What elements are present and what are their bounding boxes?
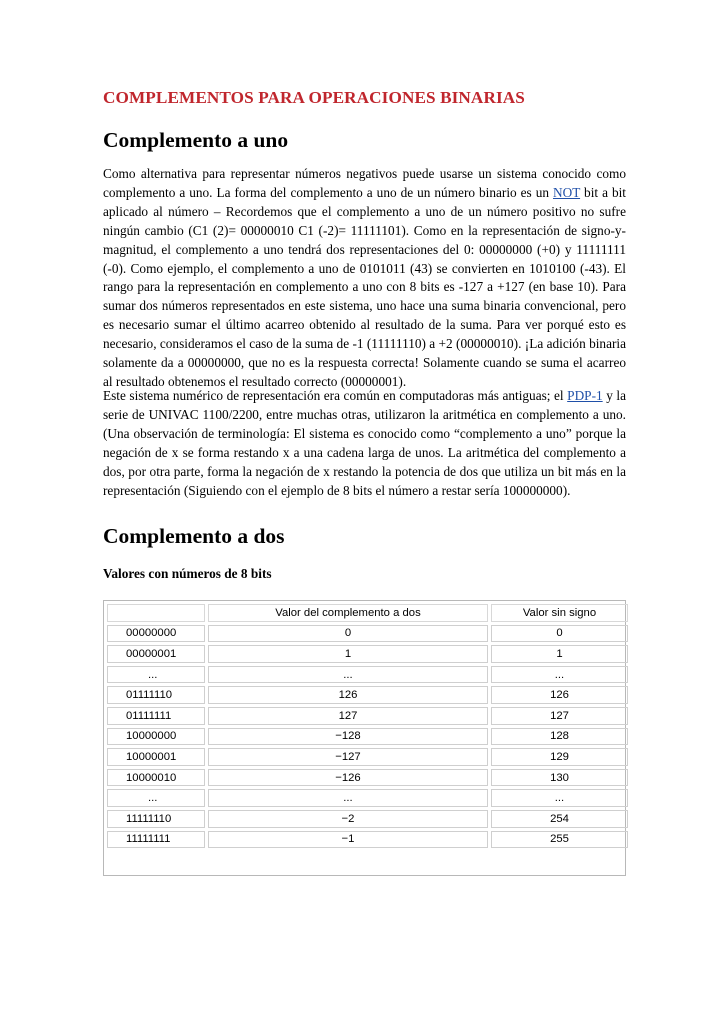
twos-complement-cell: ... [208,666,488,684]
unsigned-cell: 1 [491,645,628,663]
heading-complemento-a-uno: Complemento a uno [103,128,289,152]
binary-cell: 01111110 [107,686,205,704]
table-row [107,769,628,787]
binary-cell: 00000001 [107,645,205,663]
unsigned-cell: 255 [491,831,628,849]
link-pdp-1[interactable]: PDP-1 [567,388,603,403]
table-row [107,748,628,766]
unsigned-cell: 127 [491,707,628,725]
unsigned-cell: ... [491,666,628,684]
paragraph-historia [103,387,626,500]
table-row [107,666,628,684]
unsigned-cell: ... [491,789,628,807]
twos-complement-cell: 126 [208,686,488,704]
values-table-grid [104,601,631,851]
binary-cell: 10000000 [107,728,205,746]
table-row [107,789,628,807]
header-cell: Valor del complemento a dos [208,604,488,622]
twos-complement-cell: ... [208,789,488,807]
unsigned-cell: 128 [491,728,628,746]
twos-complement-cell: −2 [208,810,488,828]
table-row [107,810,628,828]
document-title: COMPLEMENTOS PARA OPERACIONES BINARIAS [103,88,525,107]
twos-complement-cell: −126 [208,769,488,787]
twos-complement-cell: −127 [208,748,488,766]
link-not[interactable]: NOT [552,184,581,200]
twos-complement-cell: −1 [208,831,488,849]
unsigned-cell: 126 [491,686,628,704]
binary-cell: 10000010 [107,769,205,787]
unsigned-cell: 254 [491,810,628,828]
twos-complement-cell: −128 [208,728,488,746]
paragraph-text: bit a bit aplicado al número – Recordemos que el complemento a uno de un número positivo no sufre ningún cambio (C1 (2)= 00000010 C1 (-2)= 11111101). Como en la representación de signo-y-magnitud, el complemento a uno tendrá dos representaciones del 0: 00000000 (+0) y 11111111 (-0). Como ejemplo, el complemento a uno de 0101011 (43) se convierten en 1010100 (-43). El rango para la representación en complemento a uno con 8 bits es -127 a +127 (en base 10). Para sumar dos números representados en este sistema, uno hace una suma binaria convencional, pero es necesario sumar el último acarreo obtenido al resultado de la suma. Para ver porqué esto es necesario, consideramos el caso de la suma de -1 (11111110) a +2 (00000010). ¡La adición binaria solamente da a 00000000, que no es la respuesta correcta! Solamente cuando se suma el acarreo al resultado obtenemos el resultado correcto (00000001). [103,184,626,389]
twos-complement-cell: 1 [208,645,488,663]
table-row [107,728,628,746]
binary-cell: ... [107,666,205,684]
table-row [107,645,628,663]
table-row [107,831,628,849]
header-cell: Valor sin signo [491,604,628,622]
heading-complemento-a-dos: Complemento a dos [103,524,285,548]
table-row [107,686,628,704]
binary-cell: 11111111 [107,831,205,849]
table-row [107,707,628,725]
binary-cell: 11111110 [107,810,205,828]
paragraph-text: Este sistema numérico de representación era común en computadoras más antiguas; el [103,388,568,403]
unsigned-cell: 0 [491,625,628,643]
binary-cell: ... [107,789,205,807]
table-row [107,625,628,643]
paragraph-text: Como alternativa para representar números negativos puede usarse un sistema conocido como complemento a uno. La forma del complemento a uno de un número binario es un [103,166,626,200]
header-cell [107,604,205,622]
values-table [103,600,626,876]
twos-complement-cell: 127 [208,707,488,725]
paragraph-complemento-a-uno [103,165,626,392]
table-caption: Valores con números de 8 bits [103,566,272,581]
table-header-row [107,604,628,622]
binary-cell: 10000001 [107,748,205,766]
unsigned-cell: 130 [491,769,628,787]
twos-complement-cell: 0 [208,625,488,643]
binary-cell: 01111111 [107,707,205,725]
paragraph-text: y la serie de UNIVAC 1100/2200, entre muchas otras, utilizaron la aritmética en complemento a uno. (Una observación de terminología: El sistema es conocido como “complemento a uno” porque la negación de x se forma restando x a una cadena larga de unos. La aritmética del complemento a dos, por otra parte, forma la negación de x restando la potencia de dos que utiliza un bit más en la representación (Siguiendo con el ejemplo de 8 bits el número a restar sería 100000000). [103,388,626,498]
binary-cell: 00000000 [107,625,205,643]
unsigned-cell: 129 [491,748,628,766]
